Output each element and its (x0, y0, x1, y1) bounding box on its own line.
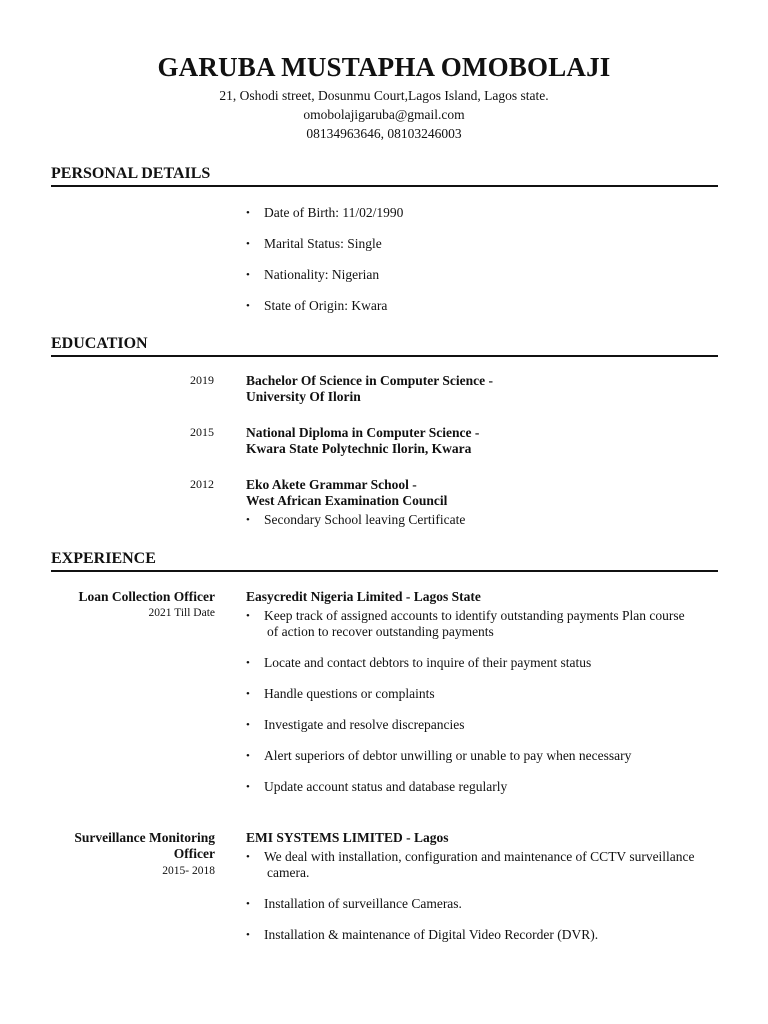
job-role: Surveillance Monitoring (74, 830, 215, 845)
education-certificate: • Secondary School leaving Certificate (246, 512, 466, 527)
personal-item-marital-status: • Marital Status: Single (246, 236, 382, 251)
bullet-icon: • (246, 851, 250, 863)
section-title-education: EDUCATION (51, 335, 148, 352)
email: omobolajigaruba@gmail.com (303, 107, 465, 122)
job-duty: • Installation of surveillance Cameras. (246, 896, 462, 911)
bullet-icon: • (246, 688, 250, 700)
section-divider (51, 185, 718, 187)
personal-item-nationality: • Nationality: Nigerian (246, 267, 380, 282)
job-duty: • Investigate and resolve discrepancies (246, 717, 465, 732)
education-institution: University Of Ilorin (246, 389, 361, 404)
education-year: 2012 (190, 477, 214, 491)
education-institution: Kwara State Polytechnic Ilorin, Kwara (246, 441, 472, 456)
bullet-icon: • (246, 238, 250, 250)
education-degree: Bachelor Of Science in Computer Science - (246, 373, 493, 388)
job-date: 2015- 2018 (162, 865, 215, 877)
address: 21, Oshodi street, Dosunmu Court,Lagos Island, Lagos state. (219, 88, 549, 103)
education-degree: National Diploma in Computer Science - (246, 425, 480, 440)
section-divider (51, 355, 718, 357)
bullet-icon: • (246, 781, 250, 793)
job-duty: • Installation & maintenance of Digital Video Recorder (DVR). (246, 927, 599, 942)
job-duty: • Update account status and database regularly (246, 779, 508, 794)
bullet-icon: • (246, 898, 250, 910)
resume-name: GARUBA MUSTAPHA OMOBOLAJI (157, 52, 611, 82)
job-company: EMI SYSTEMS LIMITED - Lagos (246, 830, 449, 845)
job-duty: • We deal with installation, configuration and maintenance of CCTV surveillance (246, 849, 695, 864)
education-year: 2015 (190, 425, 214, 439)
bullet-icon: • (246, 929, 250, 941)
job-duty: • Locate and contact debtors to inquire of their payment status (246, 655, 592, 670)
education-exam-body: West African Examination Council (246, 493, 448, 508)
bullet-icon: • (246, 207, 250, 219)
section-divider (51, 570, 718, 572)
phone-numbers: 08134963646, 08103246003 (306, 126, 462, 141)
bullet-icon: • (246, 300, 250, 312)
job-duty: • Handle questions or complaints (246, 686, 435, 701)
section-title-personal-details: PERSONAL DETAILS (51, 165, 211, 182)
bullet-icon: • (246, 719, 250, 731)
job-duty-continuation: of action to recover outstanding payments (267, 624, 494, 639)
job-duty: • Keep track of assigned accounts to identify outstanding payments Plan course (246, 608, 685, 623)
job-company: Easycredit Nigeria Limited - Lagos State (246, 589, 481, 604)
job-duty: • Alert superiors of debtor unwilling or unable to pay when necessary (246, 748, 632, 763)
job-date: 2021 Till Date (148, 607, 215, 619)
section-title-experience: EXPERIENCE (51, 550, 156, 567)
bullet-icon: • (246, 657, 250, 669)
personal-item-dob: • Date of Birth: 11/02/1990 (246, 205, 404, 220)
job-role: Loan Collection Officer (78, 589, 215, 604)
education-year: 2019 (190, 373, 214, 387)
education-school: Eko Akete Grammar School - (246, 477, 417, 492)
bullet-icon: • (246, 750, 250, 762)
bullet-icon: • (246, 610, 250, 622)
bullet-icon: • (246, 269, 250, 281)
job-role-continuation: Officer (173, 846, 215, 861)
job-duty-continuation: camera. (267, 865, 310, 880)
personal-item-state-of-origin: • State of Origin: Kwara (246, 298, 388, 313)
bullet-icon: • (246, 514, 250, 526)
